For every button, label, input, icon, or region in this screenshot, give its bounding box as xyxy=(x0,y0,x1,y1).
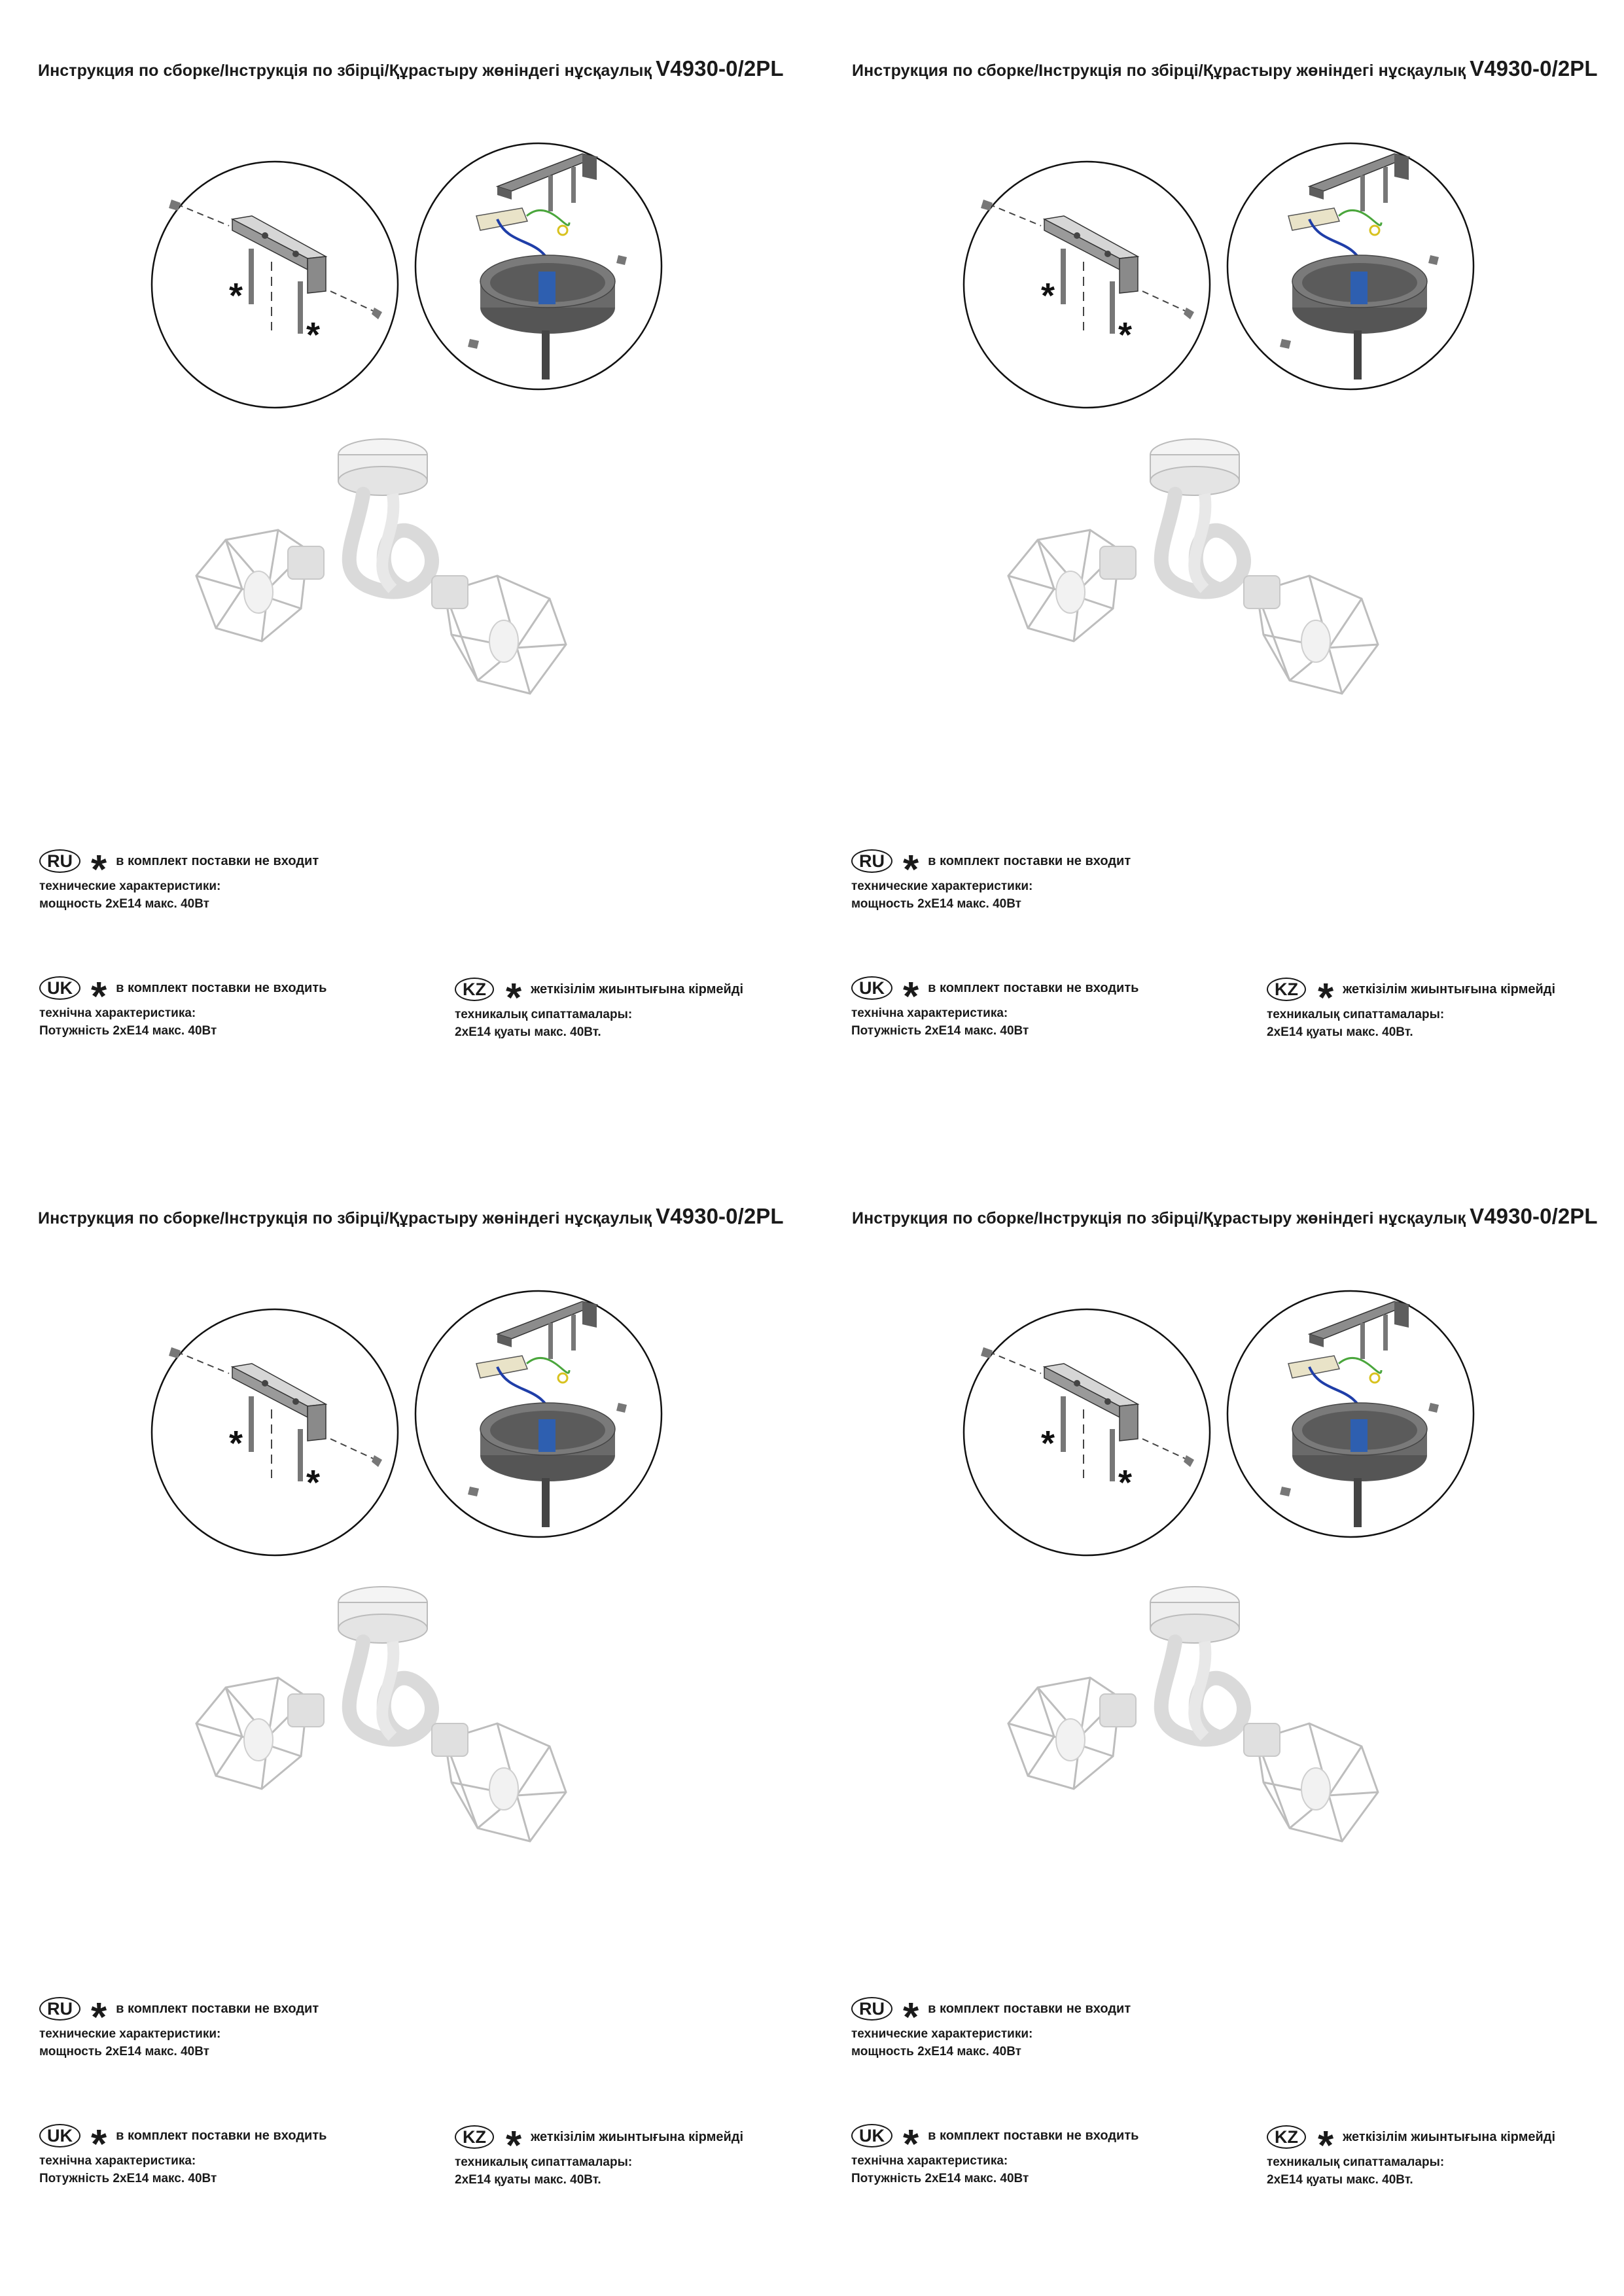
uk-spec-heading: технічна характеристика: xyxy=(851,2154,1008,2168)
asterisk-icon: * xyxy=(1318,976,1334,1021)
asterisk-icon: * xyxy=(91,2122,107,2167)
kz-spec-heading: техникалық сипаттамалары: xyxy=(455,1008,633,1021)
title-text: Инструкция по сборке/Інструкція по збірці/Құрастыру жөніндегі нұсқаулық xyxy=(38,62,652,80)
asterisk-icon: * xyxy=(506,2123,522,2168)
uk-note: в комплект поставки не входить xyxy=(116,2128,327,2143)
kz-section xyxy=(1267,2121,1555,2189)
ru-badge: RU xyxy=(39,1997,80,2021)
kz-section xyxy=(455,973,743,1041)
ru-spec-power: мощность 2хЕ14 макс. 40Вт xyxy=(39,897,209,911)
uk-spec-heading: технічна характеристика: xyxy=(39,1006,196,1020)
model-code: V4930-0/2PL xyxy=(1470,56,1598,80)
asterisk-icon: * xyxy=(903,2122,919,2167)
asterisk-icon: * xyxy=(903,1995,919,2040)
uk-spec-power: Потужність 2хЕ14 макс. 40Вт xyxy=(39,1024,217,1038)
ru-badge: RU xyxy=(851,1997,892,2021)
model-code: V4930-0/2PL xyxy=(656,56,784,80)
ru-spec-power: мощность 2хЕ14 макс. 40Вт xyxy=(851,2045,1021,2058)
ru-spec-power: мощность 2хЕ14 макс. 40Вт xyxy=(39,2045,209,2058)
ru-badge: RU xyxy=(851,849,892,873)
kz-spec-power: 2хЕ14 қуаты макс. 40Вт. xyxy=(455,1025,601,1039)
assembly-illustration xyxy=(812,0,1624,785)
uk-section xyxy=(39,2119,327,2187)
kz-note: жеткізілім жиынтығына кірмейді xyxy=(1343,981,1556,997)
uk-spec-power: Потужність 2хЕ14 макс. 40Вт xyxy=(39,2172,217,2185)
asterisk-icon: * xyxy=(506,976,522,1021)
uk-note: в комплект поставки не входить xyxy=(928,980,1139,995)
instruction-panel-bottom-right xyxy=(812,1148,1624,2295)
asterisk-icon: * xyxy=(91,847,107,892)
kz-note: жеткізілім жиынтығына кірмейді xyxy=(531,981,744,997)
instruction-panel-bottom-left xyxy=(0,1148,812,2295)
ru-note: в комплект поставки не входит xyxy=(116,853,319,868)
asterisk-icon: * xyxy=(1318,2123,1334,2168)
kz-badge: KZ xyxy=(1267,2125,1306,2149)
title-text: Инструкция по сборке/Інструкція по збірці/Құрастыру жөніндегі нұсқаулық xyxy=(852,62,1466,80)
ru-spec-heading: технические характеристики: xyxy=(39,879,221,893)
uk-badge: UK xyxy=(39,976,80,1000)
uk-badge: UK xyxy=(851,976,892,1000)
assembly-illustration xyxy=(812,1148,1624,1933)
kz-badge: KZ xyxy=(455,978,494,1001)
ru-note: в комплект поставки не входит xyxy=(116,2001,319,2016)
ru-spec-heading: технические характеристики: xyxy=(851,879,1033,893)
kz-spec-power: 2хЕ14 қуаты макс. 40Вт. xyxy=(1267,1025,1413,1039)
kz-note: жеткізілім жиынтығына кірмейді xyxy=(531,2129,744,2144)
assembly-illustration xyxy=(0,1148,812,1933)
kz-section xyxy=(1267,973,1555,1041)
uk-badge: UK xyxy=(851,2124,892,2147)
asterisk-icon: * xyxy=(91,974,107,1019)
ru-section xyxy=(851,1992,1131,2060)
uk-spec-heading: технічна характеристика: xyxy=(39,2154,196,2168)
kz-spec-heading: техникалық сипаттамалары: xyxy=(455,2155,633,2169)
ru-spec-power: мощность 2хЕ14 макс. 40Вт xyxy=(851,897,1021,911)
title-text: Инструкция по сборке/Інструкція по збірці/Құрастыру жөніндегі нұсқаулық xyxy=(852,1209,1466,1227)
ru-section xyxy=(39,845,319,913)
uk-spec-heading: технічна характеристика: xyxy=(851,1006,1008,1020)
ru-spec-heading: технические характеристики: xyxy=(39,2027,221,2041)
uk-section xyxy=(39,972,327,1040)
kz-spec-power: 2хЕ14 қуаты макс. 40Вт. xyxy=(455,2173,601,2187)
uk-badge: UK xyxy=(39,2124,80,2147)
instruction-panel-top-right xyxy=(812,0,1624,1148)
uk-spec-power: Потужність 2хЕ14 макс. 40Вт xyxy=(851,1024,1029,1038)
ru-section xyxy=(851,845,1131,913)
kz-note: жеткізілім жиынтығына кірмейді xyxy=(1343,2129,1556,2144)
assembly-illustration xyxy=(0,0,812,785)
ru-badge: RU xyxy=(39,849,80,873)
asterisk-icon: * xyxy=(903,974,919,1019)
asterisk-icon: * xyxy=(903,847,919,892)
asterisk-icon: * xyxy=(91,1995,107,2040)
uk-note: в комплект поставки не входить xyxy=(116,980,327,995)
uk-section xyxy=(851,972,1139,1040)
ru-note: в комплект поставки не входит xyxy=(928,853,1131,868)
uk-section xyxy=(851,2119,1139,2187)
uk-note: в комплект поставки не входить xyxy=(928,2128,1139,2143)
ru-note: в комплект поставки не входит xyxy=(928,2001,1131,2016)
title-text: Инструкция по сборке/Інструкція по збірці/Құрастыру жөніндегі нұсқаулық xyxy=(38,1209,652,1227)
kz-section xyxy=(455,2121,743,2189)
kz-spec-power: 2хЕ14 қуаты макс. 40Вт. xyxy=(1267,2173,1413,2187)
instruction-panel-top-left xyxy=(0,0,812,1148)
ru-spec-heading: технические характеристики: xyxy=(851,2027,1033,2041)
kz-spec-heading: техникалық сипаттамалары: xyxy=(1267,1008,1445,1021)
kz-badge: KZ xyxy=(1267,978,1306,1001)
kz-spec-heading: техникалық сипаттамалары: xyxy=(1267,2155,1445,2169)
ru-section xyxy=(39,1992,319,2060)
kz-badge: KZ xyxy=(455,2125,494,2149)
uk-spec-power: Потужність 2хЕ14 макс. 40Вт xyxy=(851,2172,1029,2185)
model-code: V4930-0/2PL xyxy=(656,1204,784,1228)
model-code: V4930-0/2PL xyxy=(1470,1204,1598,1228)
